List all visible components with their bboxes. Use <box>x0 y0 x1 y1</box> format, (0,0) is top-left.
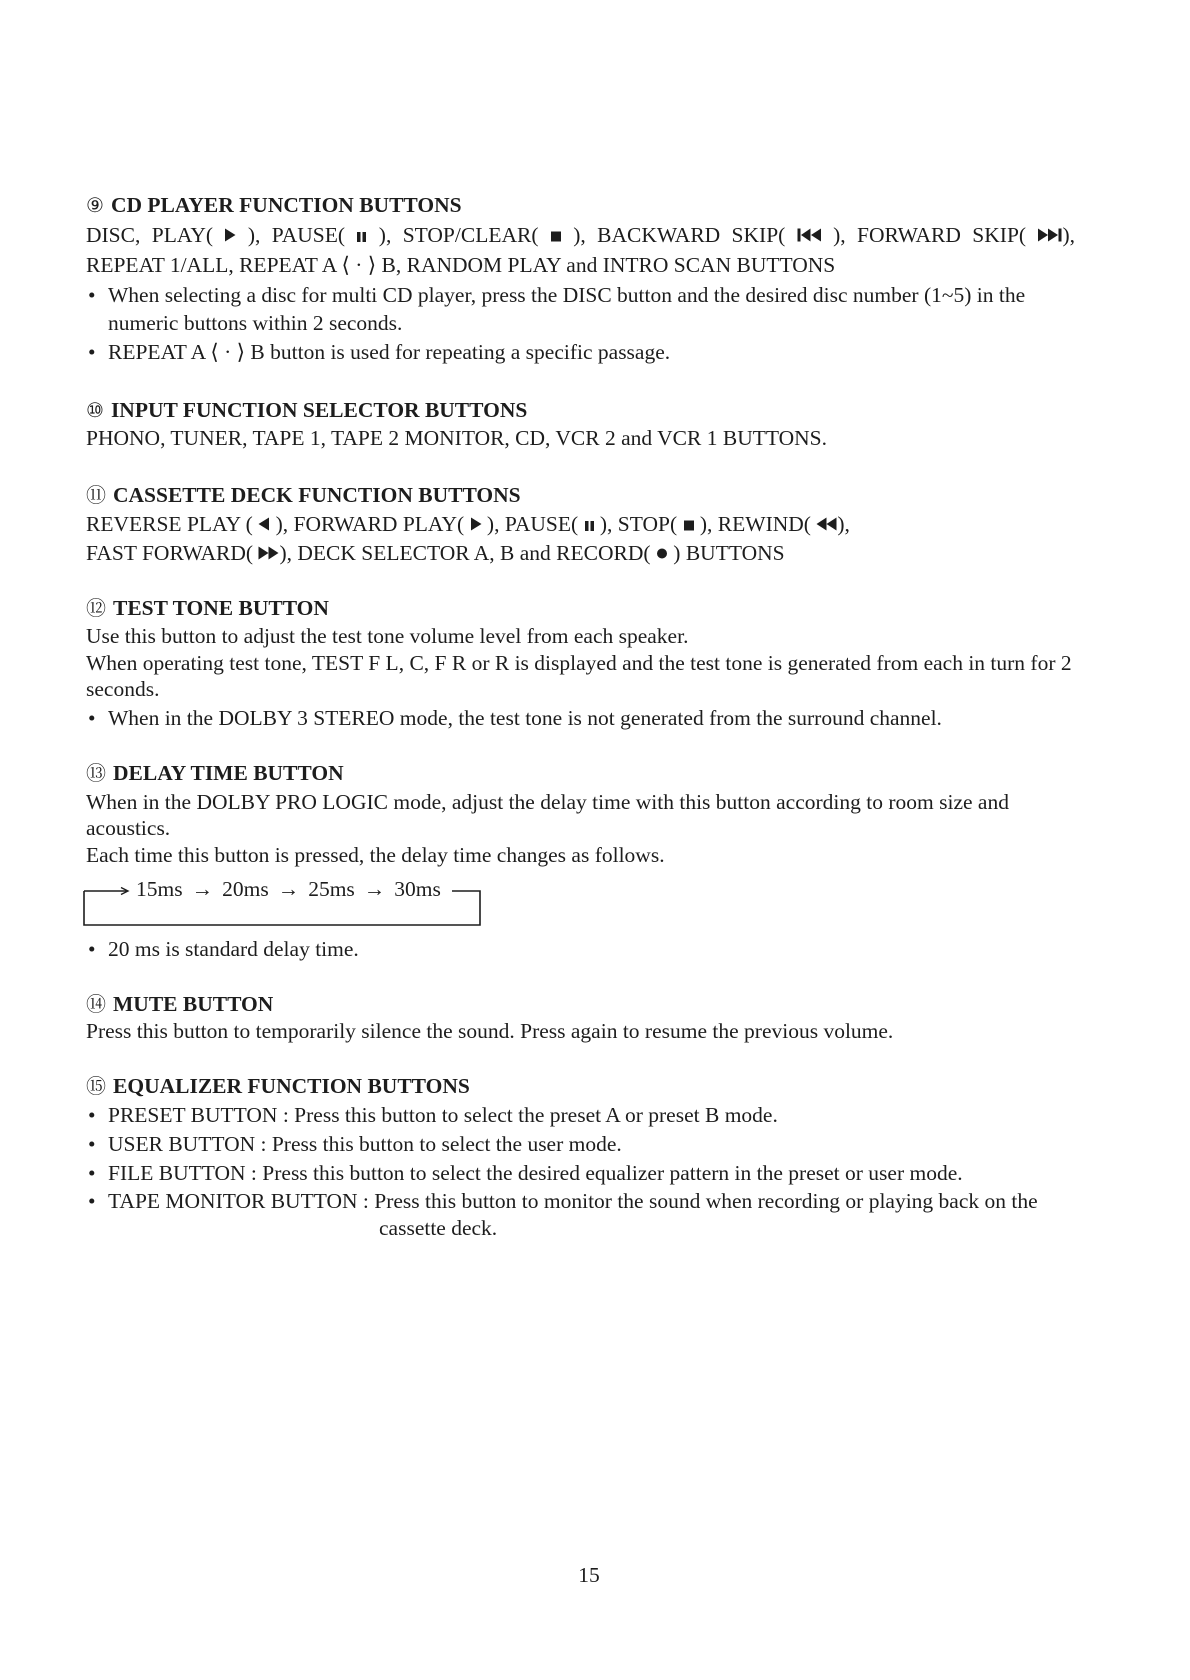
note-item <box>88 283 1025 307</box>
button-list-text: ), STOP( <box>594 512 683 536</box>
bullet: • <box>88 1132 96 1156</box>
button-list-text: FAST FORWARD( <box>86 541 259 565</box>
button-list-text: ), <box>837 512 850 536</box>
button-list-text: ), FORWARD PLAY( <box>270 512 470 536</box>
section-number: ⑬ <box>86 761 106 785</box>
stop-icon <box>550 230 562 242</box>
delay-value: 30ms <box>394 877 441 901</box>
section-title: DELAY TIME BUTTON <box>113 761 344 785</box>
section-number: ⑨ <box>86 193 104 217</box>
note-continuation: cassette deck. <box>379 1216 498 1240</box>
cassette-buttons-line-1 <box>86 512 850 536</box>
body-text-line: Press this button to temporarily silence the sound. Press again to resume the previous volume. <box>86 1019 894 1043</box>
note-item <box>88 706 942 730</box>
section-number: ⑭ <box>86 992 106 1016</box>
cd-buttons-line-2: REPEAT 1/ALL, REPEAT A ⟨ · ⟩ B, RANDOM PLAY and INTRO SCAN BUTTONS <box>86 253 836 277</box>
delay-value: 15ms <box>136 877 183 901</box>
bullet: • <box>88 283 96 307</box>
delay-value: 20ms <box>222 877 269 901</box>
bullet: • <box>88 937 96 961</box>
bullet: • <box>88 1189 96 1213</box>
button-list-text: DISC, PLAY( <box>86 223 225 247</box>
button-list-text: ), PAUSE( <box>481 512 584 536</box>
body-text-line: acoustics. <box>86 816 171 840</box>
section-title: INPUT FUNCTION SELECTOR BUTTONS <box>110 398 528 422</box>
reverse-play-icon <box>258 517 270 531</box>
body-text-line: When operating test tone, TEST F L, C, F R or R is displayed and the test tone is generated from each in turn for 2 <box>86 651 1072 675</box>
rewind-icon <box>816 517 837 531</box>
pause-icon <box>584 519 595 531</box>
section-title: CD PLAYER FUNCTION BUTTONS <box>110 193 462 217</box>
arrow-glyph: → <box>277 877 300 901</box>
note-item <box>88 340 670 364</box>
section-title: TEST TONE BUTTON <box>113 596 329 620</box>
note-text: PRESET BUTTON : Press this button to select the preset A or preset B mode. <box>108 1103 778 1127</box>
body-text-line: Use this button to adjust the test tone volume level from each speaker. <box>86 624 689 648</box>
note-item <box>88 1189 1038 1213</box>
section-number: ⑮ <box>86 1074 106 1098</box>
button-list-text: ), <box>1062 223 1075 247</box>
note-item <box>88 1132 622 1156</box>
section-heading-cd-player <box>86 193 462 217</box>
note-item <box>88 1103 778 1127</box>
section-heading-delay-time <box>86 761 344 785</box>
section-heading-equalizer <box>86 1074 470 1098</box>
button-list-text: ), STOP/CLEAR( <box>367 223 550 247</box>
section-title: CASSETTE DECK FUNCTION BUTTONS <box>113 483 521 507</box>
section-heading-cassette-deck <box>86 483 521 507</box>
section-number: ⑩ <box>86 398 104 422</box>
body-text-line: seconds. <box>86 677 160 701</box>
note-continuation: numeric buttons within 2 seconds. <box>108 311 403 335</box>
note-text: USER BUTTON : Press this button to select the user mode. <box>108 1132 622 1156</box>
button-list-text: ), REWIND( <box>694 512 817 536</box>
button-list-text: ), BACKWARD SKIP( <box>561 223 797 247</box>
skip-forward-icon <box>1037 228 1062 242</box>
bullet: • <box>88 1103 96 1127</box>
note-text: When in the DOLBY 3 STEREO mode, the test tone is not generated from the surround channel. <box>108 706 942 730</box>
section-title: MUTE BUTTON <box>113 992 274 1016</box>
section-number: ⑫ <box>86 596 106 620</box>
stop-icon <box>683 519 695 531</box>
note-text: TAPE MONITOR BUTTON : Press this button to monitor the sound when recording or playing back on the <box>108 1189 1038 1213</box>
button-list-text: ) BUTTONS <box>667 541 785 565</box>
section-heading-mute <box>86 992 273 1016</box>
note-text: When selecting a disc for multi CD player, press the DISC button and the desired disc number (1~5) in the <box>108 283 1026 307</box>
button-list-text: ), DECK SELECTOR A, B and RECORD( <box>279 541 656 565</box>
fast-forward-icon <box>258 546 279 560</box>
body-text-line: Each time this button is pressed, the delay time changes as follows. <box>86 843 665 867</box>
bullet: • <box>88 340 96 364</box>
note-item <box>88 1161 963 1185</box>
record-icon <box>656 546 668 560</box>
section-number: ⑪ <box>86 483 106 507</box>
page-number: 15 <box>578 1563 600 1587</box>
button-list-text: REVERSE PLAY ( <box>86 512 259 536</box>
arrow-glyph: → <box>191 877 214 901</box>
bullet: • <box>88 1161 96 1185</box>
play-icon <box>470 517 482 531</box>
bullet: • <box>88 706 96 730</box>
skip-back-icon <box>797 228 822 242</box>
delay-sequence <box>136 877 441 901</box>
button-list-text: ), PAUSE( <box>236 223 357 247</box>
note-item <box>88 937 359 961</box>
note-text: REPEAT A ⟨ · ⟩ B button is used for repeating a specific passage. <box>108 340 671 364</box>
pause-icon <box>356 230 367 242</box>
note-text: 20 ms is standard delay time. <box>108 937 359 961</box>
section-heading-test-tone <box>86 596 329 620</box>
cd-buttons-line-1 <box>86 223 1075 247</box>
button-list-text: ), FORWARD SKIP( <box>821 223 1038 247</box>
body-text-line: When in the DOLBY PRO LOGIC mode, adjust the delay time with this button according to room size and <box>86 790 1009 814</box>
delay-value: 25ms <box>308 877 355 901</box>
arrow-glyph: → <box>363 877 386 901</box>
note-text: FILE BUTTON : Press this button to select the desired equalizer pattern in the preset or user mode. <box>108 1161 963 1185</box>
input-buttons-line: PHONO, TUNER, TAPE 1, TAPE 2 MONITOR, CD, VCR 2 and VCR 1 BUTTONS. <box>86 426 827 450</box>
section-heading-input-selector <box>86 398 527 422</box>
play-icon <box>224 228 236 242</box>
cassette-buttons-line-2 <box>86 541 785 565</box>
section-title: EQUALIZER FUNCTION BUTTONS <box>113 1074 470 1098</box>
